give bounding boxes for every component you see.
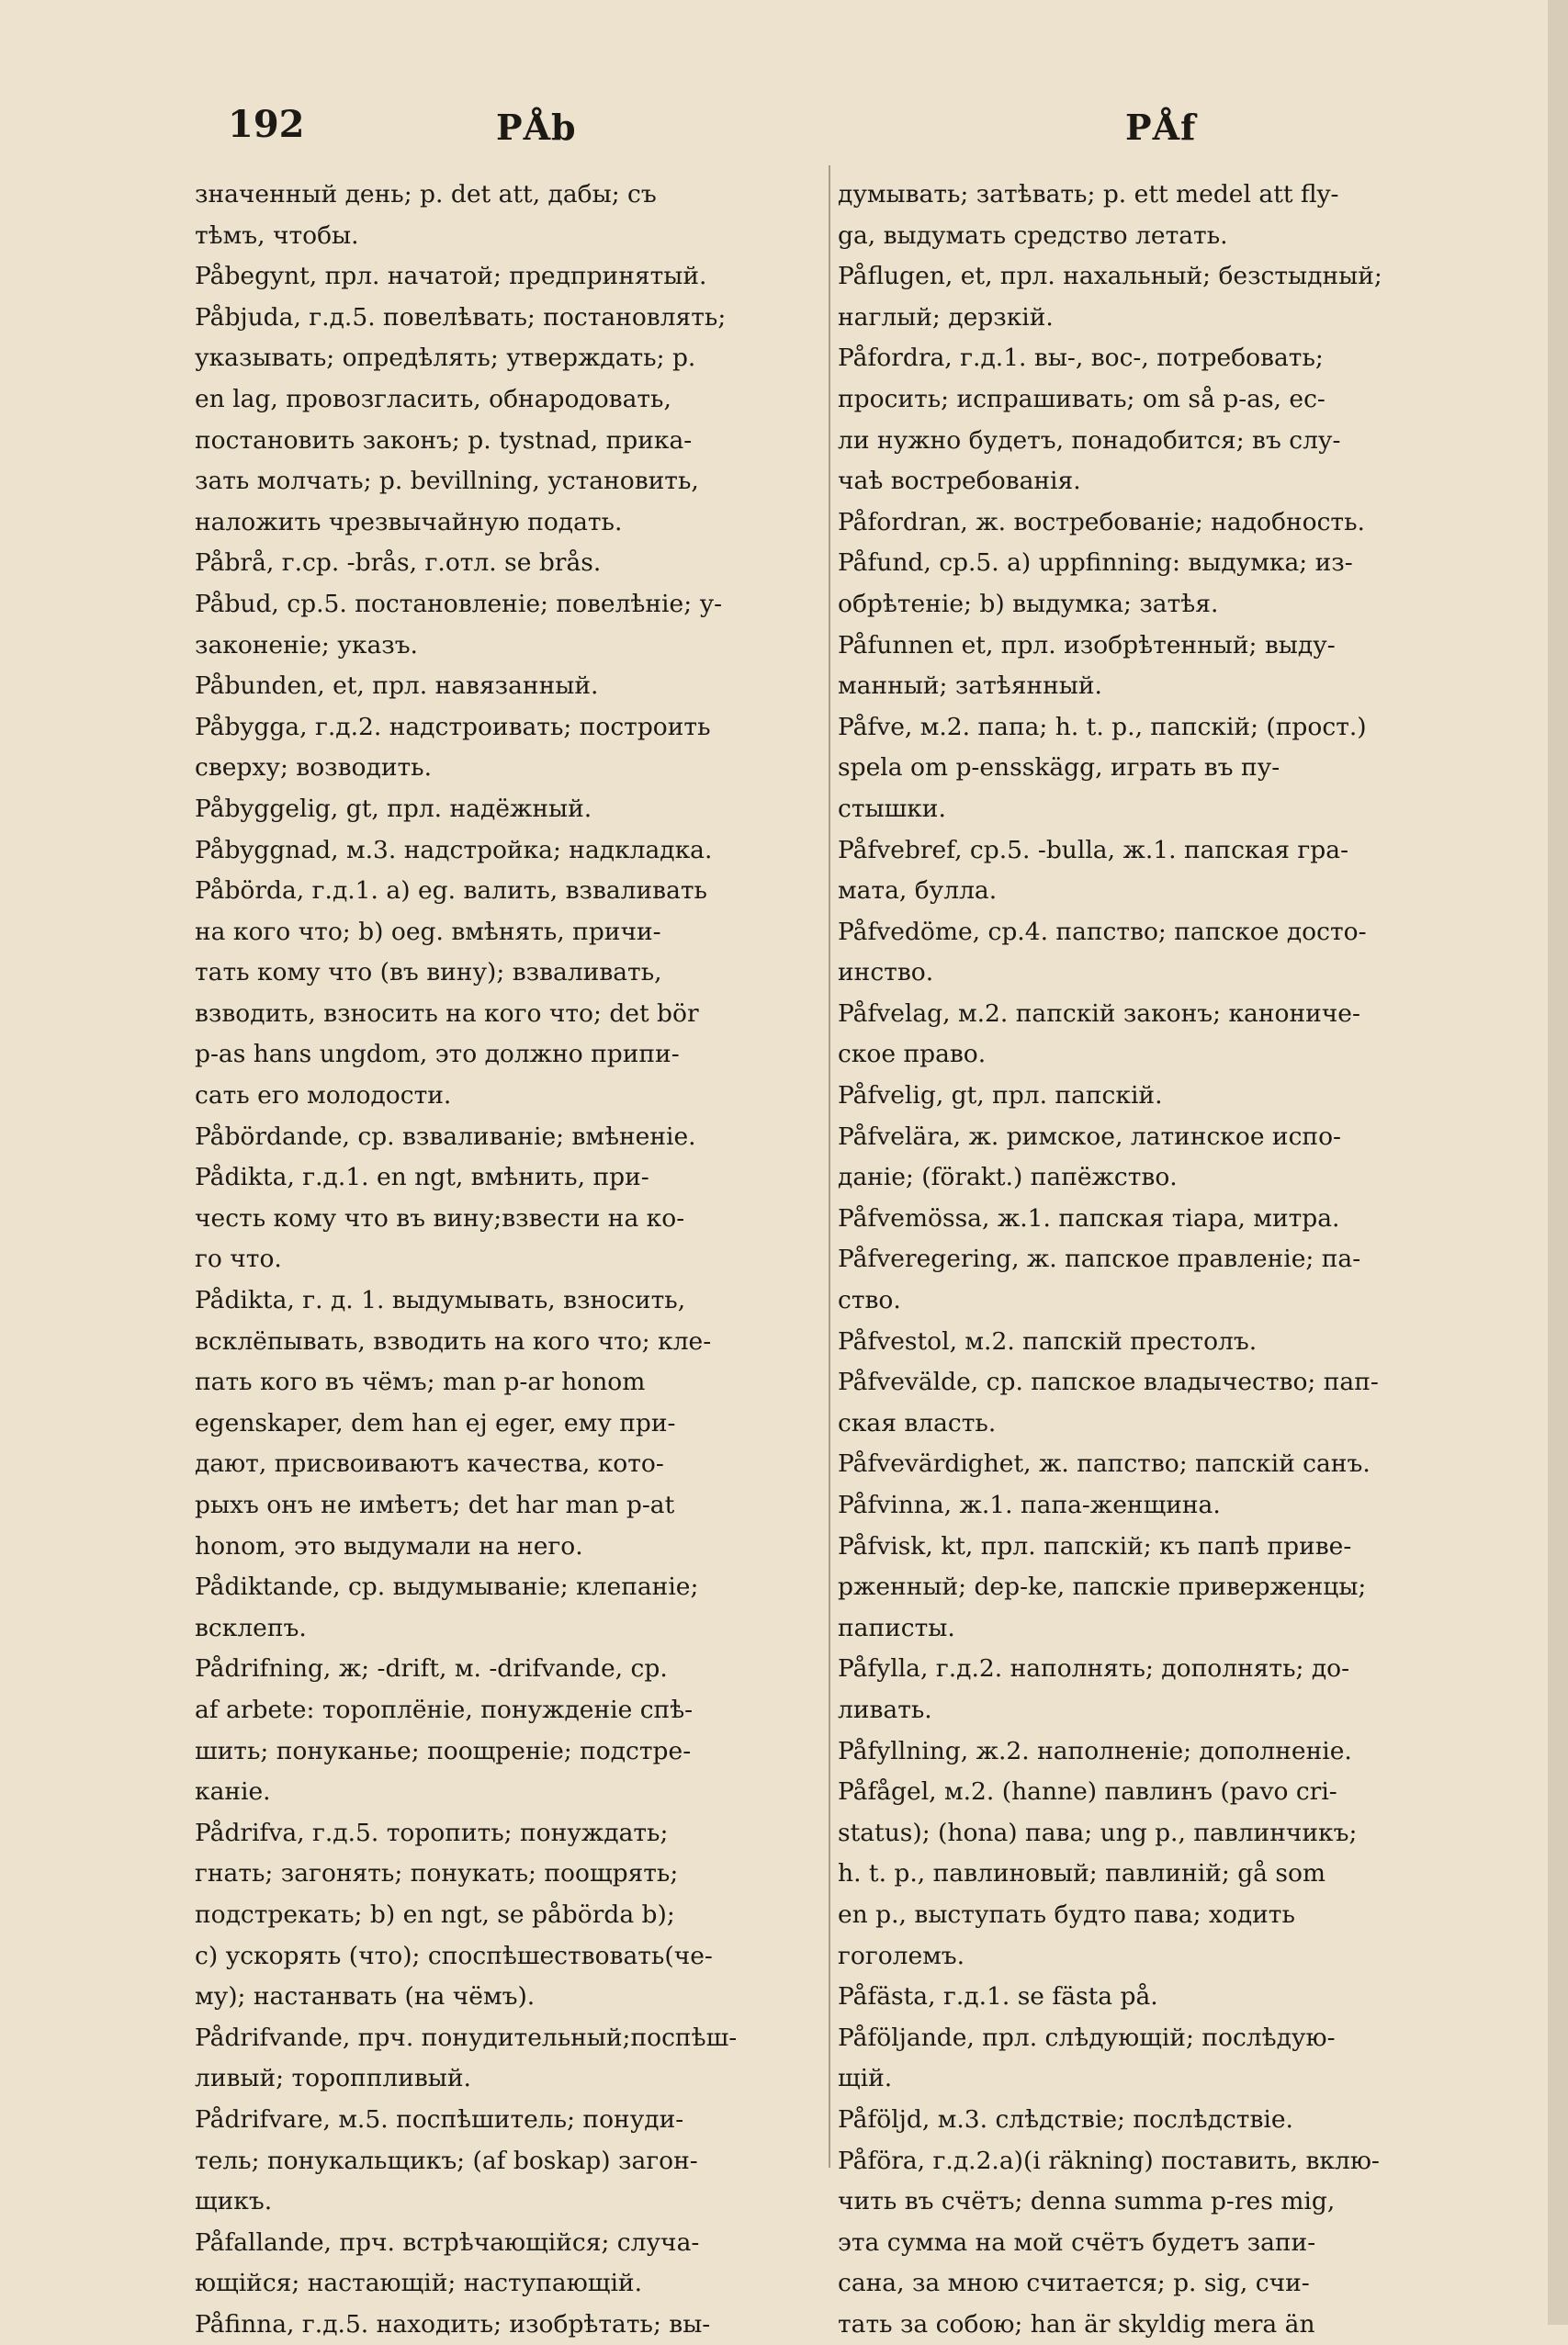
text-line: ское право.	[838, 1040, 987, 1069]
text-line: подстрекать; b) en ngt, se påbörda b);	[195, 1900, 675, 1929]
text-line: Påbördande, ср. взваливаніе; вмѣненіе.	[195, 1122, 696, 1151]
text-line: постановить законъ; p. tystnad, прика-	[195, 425, 693, 455]
text-line: эта сумма на мой счётъ будетъ запи-	[838, 2227, 1316, 2257]
text-line: Påfvisk, kt, прл. папскій; къ папѣ приве-	[838, 1531, 1352, 1561]
text-line: Pådiktande, ср. выдумываніе; клепаніе;	[195, 1573, 699, 1602]
text-line: обрѣтеніе; b) выдумка; затѣя.	[838, 589, 1219, 618]
text-line: Påbud, ср.5. постановленіе; повелѣніе; у-	[195, 589, 723, 618]
text-line: Påfvelag, м.2. папскій законъ; канониче-	[838, 998, 1360, 1028]
text-line: Påbörda, г.д.1. a) eg. валить, взваливать	[195, 876, 707, 906]
text-line: мата, булла.	[838, 876, 998, 906]
text-line: Påfordran, ж. востребованіе; надобность.	[838, 507, 1365, 536]
text-line: тать кому что (въ вину); взваливать,	[195, 958, 662, 987]
text-line: Påfveregering, ж. папское правленіе; па-	[838, 1245, 1361, 1274]
text-line: сать его молодости.	[195, 1081, 452, 1110]
text-line: тѣмъ, чтобы.	[195, 220, 359, 250]
text-line: Pådrifva, г.д.5. торопить; понуждать;	[195, 1818, 669, 1847]
text-line: Påfyllning, ж.2. наполненіе; дополненіе.	[838, 1736, 1352, 1765]
text-line: паписты.	[838, 1613, 955, 1642]
text-line: ство.	[838, 1286, 901, 1315]
left-column	[195, 175, 819, 2339]
text-line: Påfvevälde, ср. папское владычество; пап-	[838, 1368, 1379, 1397]
text-line: Påbjuda, г.д.5. повелѣвать; постановлять;	[195, 302, 727, 332]
text-line: значенный день; p. det att, дабы; съ	[195, 180, 657, 209]
text-line: Pådrifvare, м.5. поспѣшитель; понуди-	[195, 2104, 684, 2134]
text-line: зать молчать; p. bevillning, установить,	[195, 467, 699, 496]
text-line: на кого что; b) oeg. вмѣнять, причи-	[195, 917, 661, 946]
text-line: стышки.	[838, 794, 946, 823]
text-line: думывать; затѣвать; p. ett medel att fly-	[838, 180, 1339, 209]
text-line: honom, это выдумали на него.	[195, 1531, 583, 1561]
text-line: рыхъ онъ не имѣетъ; det har man p-at	[195, 1491, 675, 1519]
text-line: Påfinna, г.д.5. находить; изобрѣтать; вы-	[195, 2309, 711, 2339]
text-line: сверху; возводить.	[195, 753, 432, 783]
text-line: Pådrifvande, прч. понудительный;поспѣш-	[195, 2023, 738, 2052]
text-line: Pådrifning, ж; -drift, м. -drifvande, ср.	[195, 1654, 668, 1684]
text-line: пать кого въ чёмъ; man p-ar honom	[195, 1368, 646, 1397]
text-line: Pådikta, г.д.1. en ngt, вмѣнить, при-	[195, 1163, 649, 1192]
text-line: ga, выдумать средство летать.	[838, 220, 1228, 250]
text-line: c) ускорять (что); споспѣшествовать(че-	[195, 1941, 713, 1970]
text-line: рженный; dep-ke, папскіе приверженцы;	[838, 1573, 1367, 1602]
text-line: честь кому что въ вину;взвести на ко-	[195, 1203, 685, 1233]
text-line: Påfågel, м.2. (hanne) павлинъ (pavo cri-	[838, 1777, 1337, 1807]
page-edge-shadow	[1548, 0, 1568, 2325]
text-line: en lag, провозгласить, обнародовать,	[195, 384, 671, 413]
text-line: Påföljd, м.3. слѣдствіе; послѣдствіе.	[838, 2104, 1293, 2134]
page-header	[0, 0, 1568, 175]
text-line: status); (hona) пава; ung p., павлинчикъ;	[838, 1818, 1358, 1847]
text-line: законеніе; указъ.	[195, 630, 418, 660]
text-line: гнать; загонять; понукать; поощрять;	[195, 1859, 679, 1888]
text-line: ская власть.	[838, 1408, 997, 1437]
text-line: Påbunden, et, прл. навязанный.	[195, 671, 599, 701]
text-line: Påfunnen et, прл. изобрѣтенный; выду-	[838, 630, 1336, 660]
text-line: Påfvebref, ср.5. -bulla, ж.1. папская гра-	[838, 835, 1349, 864]
text-line: Påfve, м.2. папа; h. t. p., папскій; (прост.)	[838, 712, 1367, 741]
text-line: щій.	[838, 2064, 893, 2093]
text-line: Påbygga, г.д.2. надстроивать; построить	[195, 712, 711, 741]
text-line: Påfvelig, gt, прл. папскій.	[838, 1081, 1163, 1110]
text-line: даніе; (förakt.) папёжство.	[838, 1163, 1178, 1192]
text-line: му); настанвать (на чёмъ).	[195, 1982, 536, 2012]
text-line: го что.	[195, 1245, 282, 1274]
text-line: всклепъ.	[195, 1613, 307, 1642]
text-line: Påfvevärdighet, ж. папство; папскій санъ.	[838, 1449, 1371, 1479]
text-line: просить; испрашивать; om så p-as, ес-	[838, 384, 1325, 413]
text-line: указывать; опредѣлять; утверждать; p.	[195, 344, 696, 373]
page-number: 192	[228, 103, 305, 146]
text-line: en p., выступать будто пава; ходить	[838, 1900, 1295, 1929]
text-line: шить; понуканье; поощреніе; подстре-	[195, 1736, 692, 1765]
text-line: ливать.	[838, 1695, 932, 1724]
text-line: ливый; тороппливый.	[195, 2064, 471, 2093]
text-line: spela om p-ensskägg, играть въ пу-	[838, 753, 1280, 783]
text-line: Påfvedöme, ср.4. папство; папское досто-	[838, 917, 1367, 946]
text-line: всклёпывать, взводить на кого что; кле-	[195, 1326, 712, 1356]
text-line: af arbete: тороплёніе, понужденіе спѣ-	[195, 1695, 694, 1724]
text-line: Påfund, ср.5. a) uppfinning: выдумка; из-	[838, 548, 1353, 578]
text-line: Påfordra, г.д.1. вы-, вос-, потребовать;	[838, 344, 1324, 373]
text-line: ющійся; настающій; наступающій.	[195, 2269, 643, 2298]
text-line: Påbyggelig, gt, прл. надёжный.	[195, 794, 592, 823]
text-line: ли нужно будетъ, понадобится; въ слу-	[838, 425, 1341, 455]
text-line: Påfylla, г.д.2. наполнять; дополнять; до-	[838, 1654, 1350, 1684]
text-line: тель; понукальщикъ; (af boskap) загон-	[195, 2146, 698, 2175]
text-line: Påbegynt, прл. начатой; предпринятый.	[195, 262, 707, 291]
left-guide-word: PÅb	[496, 107, 577, 148]
text-line: каніе.	[195, 1777, 271, 1807]
text-line: Påföra, г.д.2.a)(i räkning) поставить, вклю-	[838, 2146, 1380, 2175]
text-line: дают, присвоиваютъ качества, кото-	[195, 1449, 664, 1479]
text-line: p-as hans ungdom, это должно припи-	[195, 1040, 680, 1069]
text-line: наглый; дерзкій.	[838, 302, 1054, 332]
text-line: h. t. p., павлиновый; павлиній; gå som	[838, 1859, 1326, 1888]
text-line: инство.	[838, 958, 934, 987]
text-line: чить въ счётъ; denna summa p-res mig,	[838, 2187, 1336, 2216]
text-line: Påfästa, г.д.1. se fästa på.	[838, 1982, 1158, 2012]
text-line: сана, за мною считается; p. sig, счи-	[838, 2269, 1310, 2298]
text-line: Pådikta, г. д. 1. выдумывать, взносить,	[195, 1286, 686, 1315]
text-line: тать за собою; han är skyldig mera än	[838, 2309, 1315, 2339]
text-line: манный; затѣянный.	[838, 671, 1102, 701]
text-line: Påfvinna, ж.1. папа-женщина.	[838, 1491, 1221, 1519]
text-line: Påfvemössa, ж.1. папская тіара, митра.	[838, 1203, 1340, 1233]
text-line: гоголемъ.	[838, 1941, 965, 1970]
text-line: Påfvelära, ж. римское, латинское испо-	[838, 1122, 1341, 1151]
text-line: взводить, взносить на кого что; det bör	[195, 998, 699, 1028]
text-line: egenskaper, dem han ej eger, ему при-	[195, 1408, 676, 1437]
text-line: Påbrå, г.ср. -brås, г.отл. se brås.	[195, 548, 602, 578]
text-line: Påföljande, прл. слѣдующій; послѣдую-	[838, 2023, 1336, 2052]
text-line: наложить чрезвычайную подать.	[195, 507, 623, 536]
right-guide-word: PÅf	[1125, 107, 1197, 148]
text-line: Påfallande, прч. встрѣчающійся; случа-	[195, 2227, 700, 2257]
text-line: Påflugen, et, прл. нахальный; безстыдный;	[838, 262, 1382, 291]
column-divider	[829, 165, 830, 2168]
text-line: щикъ.	[195, 2187, 273, 2216]
text-line: Påfvestol, м.2. папскій престолъ.	[838, 1326, 1258, 1356]
text-line: чаѣ востребованія.	[838, 467, 1081, 496]
text-line: Påbyggnad, м.3. надстройка; надкладка.	[195, 835, 713, 864]
right-column	[838, 175, 1464, 2339]
